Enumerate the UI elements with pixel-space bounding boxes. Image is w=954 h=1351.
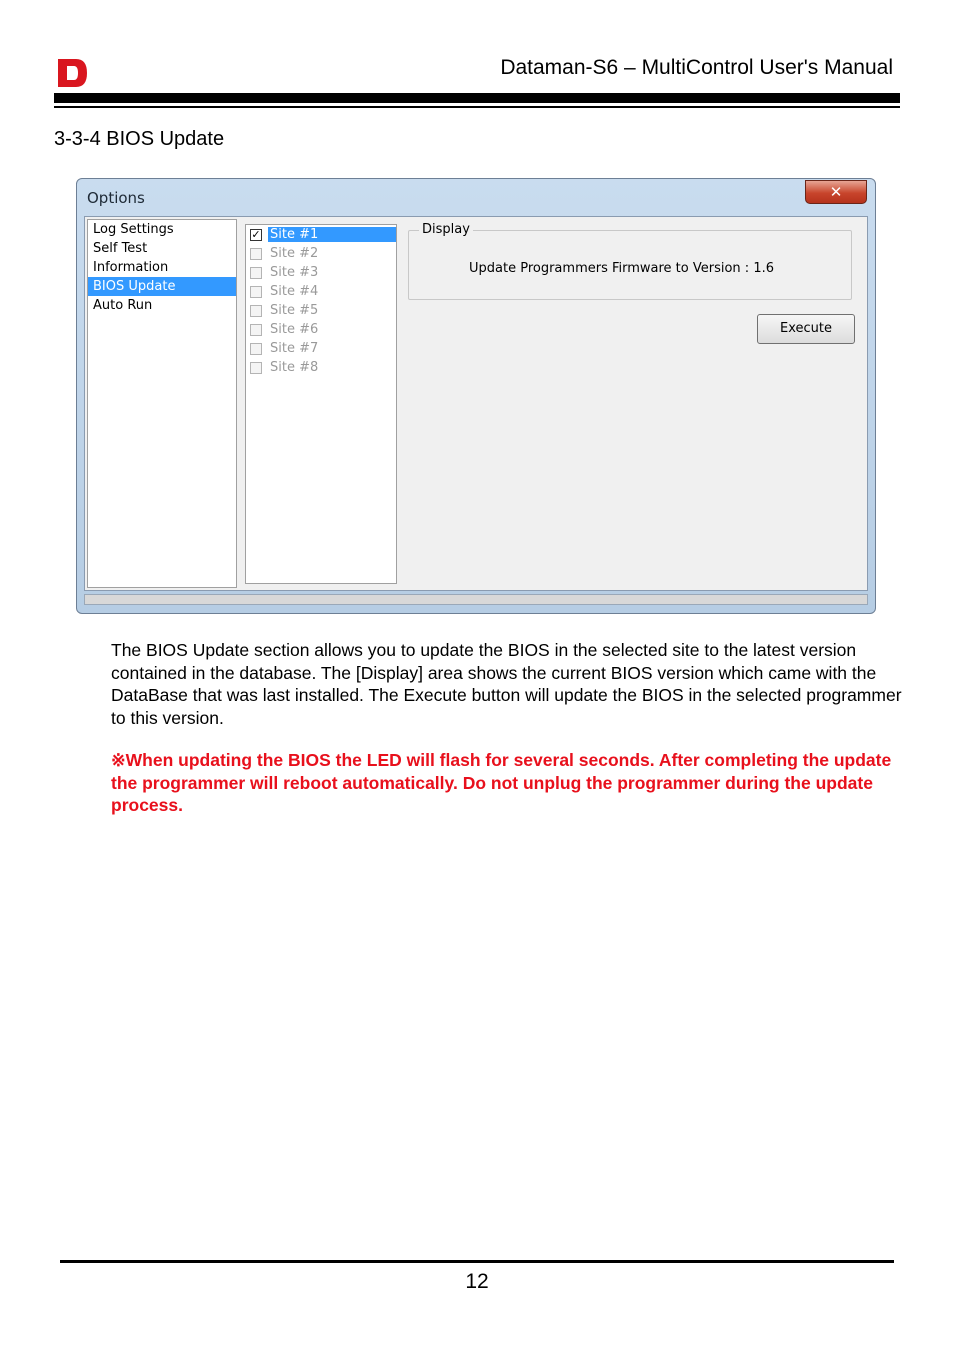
dialog-title: Options bbox=[87, 189, 145, 207]
warning-note: ※When updating the BIOS the LED will flash for several seconds. After completing the update the programmer will reboot automatically. Do not unplug the programmer during the update process. bbox=[111, 750, 892, 815]
site-4-checkbox[interactable] bbox=[250, 286, 262, 298]
page-number: 12 bbox=[465, 1270, 489, 1293]
site-7-checkbox[interactable] bbox=[250, 343, 262, 355]
execute-button[interactable]: Execute bbox=[757, 314, 855, 344]
site-2-checkbox[interactable] bbox=[250, 248, 262, 260]
site-5-checkbox[interactable] bbox=[250, 305, 262, 317]
site-row-2[interactable] bbox=[246, 244, 396, 263]
site-label: Site #7 bbox=[270, 341, 319, 356]
dataman-d-logo-icon bbox=[56, 56, 90, 90]
nav-item-auto-run[interactable]: Auto Run bbox=[93, 298, 153, 313]
nav-item-log-settings[interactable]: Log Settings bbox=[93, 222, 174, 237]
site-row-7[interactable] bbox=[246, 339, 396, 358]
site-6-checkbox[interactable] bbox=[250, 324, 262, 336]
site-label: Site #5 bbox=[270, 303, 319, 318]
nav-item-self-test[interactable]: Self Test bbox=[93, 241, 148, 256]
options-nav-list bbox=[87, 219, 237, 588]
site-label: Site #2 bbox=[270, 246, 319, 261]
site-label: Site #3 bbox=[270, 265, 319, 280]
footer-rule bbox=[60, 1260, 894, 1263]
site-label: Site #6 bbox=[270, 322, 319, 337]
site-row-1[interactable] bbox=[246, 225, 396, 244]
site-row-4[interactable] bbox=[246, 282, 396, 301]
dialog-client-area bbox=[84, 216, 868, 591]
site-row-8[interactable] bbox=[246, 358, 396, 377]
dialog-status-bar bbox=[84, 594, 868, 605]
header-title: Dataman-S6 – MultiControl User's Manual bbox=[500, 56, 893, 79]
body-paragraph: The BIOS Update section allows you to update the BIOS in the selected site to the latest version contained in the database. The [Display] area shows the current BIOS version which came with the DataBase that was last installed. The Execute button will update the BIOS in the selected programmer to this version. bbox=[111, 640, 902, 728]
firmware-version-text: Update Programmers Firmware to Version : 1.6 bbox=[469, 261, 774, 276]
site-label: Site #1 bbox=[268, 227, 396, 242]
site-label: Site #8 bbox=[270, 360, 319, 375]
site-row-3[interactable] bbox=[246, 263, 396, 282]
site-3-checkbox[interactable] bbox=[250, 267, 262, 279]
nav-item-bios-update[interactable]: BIOS Update bbox=[88, 277, 236, 296]
site-label: Site #4 bbox=[270, 284, 319, 299]
display-group bbox=[408, 222, 852, 300]
options-dialog bbox=[76, 178, 876, 614]
site-1-checkbox[interactable]: ✓ bbox=[251, 227, 261, 241]
site-row-6[interactable] bbox=[246, 320, 396, 339]
display-group-label: Display bbox=[419, 222, 473, 237]
site-row-5[interactable] bbox=[246, 301, 396, 320]
nav-item-information[interactable]: Information bbox=[93, 260, 169, 275]
site-8-checkbox[interactable] bbox=[250, 362, 262, 374]
header-rule-thick bbox=[54, 93, 900, 103]
close-button[interactable]: ✕ bbox=[805, 180, 867, 204]
site-list bbox=[245, 224, 397, 584]
header-rule-thin bbox=[54, 106, 900, 108]
section-title: 3-3-4 BIOS Update bbox=[54, 128, 225, 150]
